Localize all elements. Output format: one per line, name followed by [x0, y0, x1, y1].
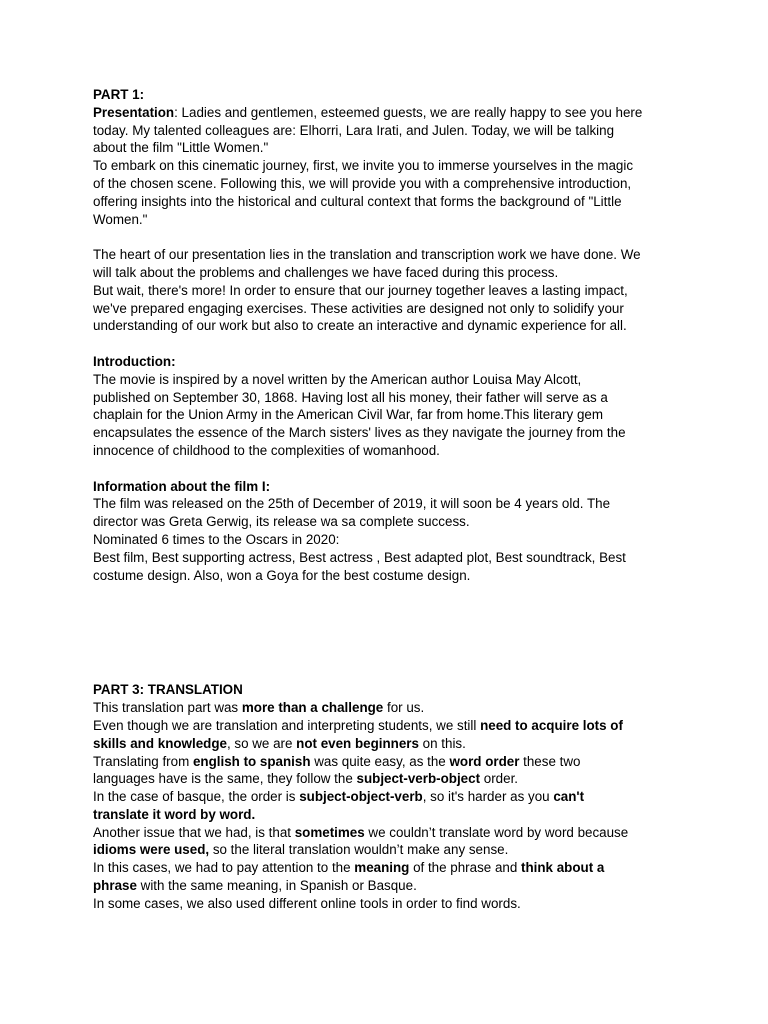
translation-line: In this cases, we had to pay attention to the meaning of the phrase and think about a	[93, 860, 605, 876]
paragraph-spacer	[93, 335, 683, 353]
introduction-heading: Introduction:	[93, 353, 176, 369]
film-info-line: The film was released on the 25th of December of 2019, it will soon be 4 years old. The	[93, 496, 611, 512]
film-info-line: Best film, Best supporting actress, Best actress , Best adapted plot, Best soundtrack, Best	[93, 549, 626, 565]
heart-line: will talk about the problems and challenges we have faced during this process.	[93, 264, 559, 280]
presentation-line: To embark on this cinematic journey, first, we invite you to immerse yourselves in the magic	[93, 158, 634, 174]
part1-heading: PART 1:	[93, 87, 145, 102]
document-page	[93, 86, 683, 913]
film-info-heading: Information about the film I:	[93, 478, 271, 494]
translation-line: phrase with the same meaning, in Spanish or Basque.	[93, 878, 417, 894]
translation-line: In the case of basque, the order is subject-object-verb, so it's harder as you can't	[93, 789, 585, 805]
presentation-label: Presentation	[93, 104, 175, 120]
presentation-line: about the film "Little Women."	[93, 140, 269, 156]
paragraph-spacer	[93, 228, 683, 246]
translation-line: skills and knowledge, so we are not even beginners on this.	[93, 735, 466, 751]
heart-line: The heart of our presentation lies in the translation and transcription work we have done. We	[93, 247, 641, 263]
presentation-line: offering insights into the historical and cultural context that forms the background of "Little	[93, 193, 622, 209]
introduction-line: innocence of childhood to the complexities of womanhood.	[93, 442, 440, 458]
film-info-line: costume design. Also, won a Goya for the best costume design.	[93, 567, 471, 583]
presentation-line: Women."	[93, 211, 148, 227]
translation-line: translate it word by word.	[93, 806, 256, 822]
film-info-line: Nominated 6 times to the Oscars in 2020:	[93, 531, 340, 547]
section-spacer	[93, 584, 683, 681]
introduction-line: The movie is inspired by a novel written by the American author Louisa May Alcott,	[93, 371, 582, 387]
translation-line: idioms were used, so the literal translation wouldn’t make any sense.	[93, 842, 509, 858]
translation-line: languages have is the same, they follow the subject-verb-object order.	[93, 771, 519, 787]
part3-heading: PART 3: TRANSLATION	[93, 682, 243, 698]
presentation-line: today. My talented colleagues are: Elhorri, Lara Irati, and Julen. Today, we will be talking	[93, 122, 615, 138]
translation-line: Even though we are translation and interpreting students, we still need to acquire lots of	[93, 717, 623, 733]
introduction-line: published on September 30, 1868. Having lost all his money, their father will serve as a	[93, 389, 608, 405]
presentation-line: Presentation: Ladies and gentlemen, esteemed guests, we are really happy to see you here	[93, 104, 643, 120]
introduction-line: chaplain for the Union Army in the American Civil War, far from home.This literary gem	[93, 407, 604, 423]
heart-line: understanding of our work but also to create an interactive and dynamic experience for all.	[93, 318, 627, 334]
translation-line: This translation part was more than a challenge for us.	[93, 700, 425, 716]
heart-line: we've prepared engaging exercises. These activities are designed not only to solidify your	[93, 300, 624, 316]
paragraph-spacer	[93, 460, 683, 478]
translation-line: Translating from english to spanish was quite easy, as the word order these two	[93, 753, 581, 769]
translation-line: Another issue that we had, is that sometimes we couldn’t translate word by word because	[93, 824, 629, 840]
film-info-line: director was Greta Gerwig, its release wa sa complete success.	[93, 514, 470, 530]
presentation-line: of the chosen scene. Following this, we will provide you with a comprehensive introduction,	[93, 175, 632, 191]
introduction-line: encapsulates the essence of the March sisters' lives as they navigate the journey from the	[93, 425, 626, 441]
heart-line: But wait, there's more! In order to ensure that our journey together leaves a lasting impact,	[93, 282, 628, 298]
translation-line: In some cases, we also used different online tools in order to find words.	[93, 895, 521, 911]
